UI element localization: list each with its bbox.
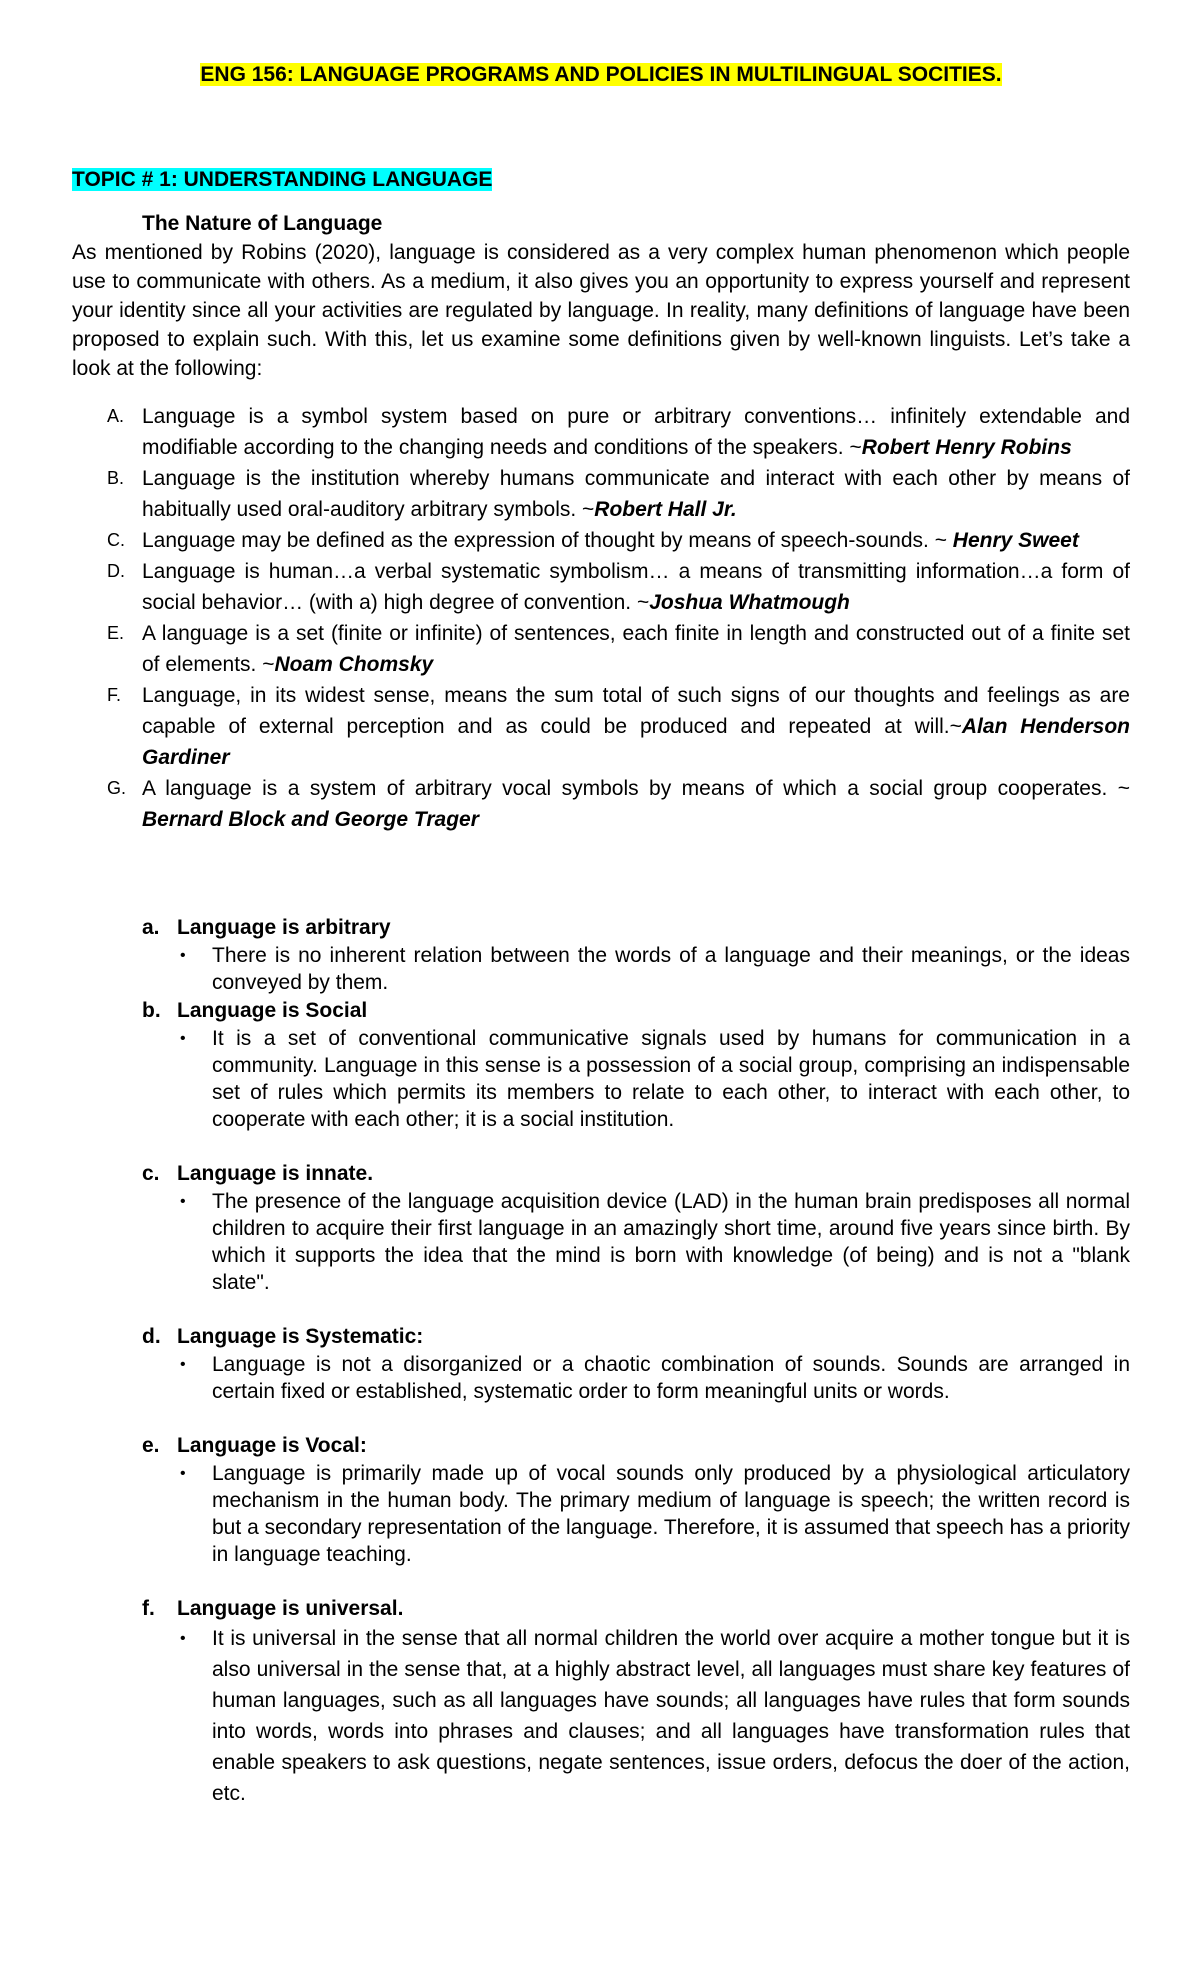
characteristic-letter: e. [142,1434,160,1457]
intro-paragraph: As mentioned by Robins (2020), language is considered as a very complex human phenomenon which people use to communicate with others. As a medium, it also gives you an opportunity to express yourself and represent your identity since all your activities are regulated by language. In reality, many definitions of language have been proposed to explain such. With this, let us examine some definitions given by well-known linguists. Let’s take a look at the following: [72,241,1130,380]
definitions-list [72,401,1130,835]
characteristic-bullet [72,1188,1130,1296]
definition-item [72,680,1130,773]
spacer [72,1296,1130,1322]
definition-text: Language is the institution whereby humans communicate and interact with each other by means of habitually used oral-auditory arbitrary symbols. ~ [142,467,1130,521]
characteristic-item [72,1594,1130,1809]
spacer [72,1133,1130,1159]
characteristic-title: Language is Vocal: [177,1434,367,1457]
definition-text: Language, in its widest sense, means the sum total of such signs of our thoughts and feelings as are capable of external perception and as could be produced and repeated at will.~ [142,684,1130,738]
definition-item [72,463,1130,525]
definition-author: Henry Sweet [952,529,1079,552]
characteristic-text: It is universal in the sense that all normal children the world over acquire a mother tongue but it is also universal in the sense that, at a highly abstract level, all languages must share key features of human languages, such as all languages have sounds; all languages have rules that form sounds into words, words into phrases and clauses; and all languages have transformation rules that enable speakers to ask questions, negate sentences, issue orders, defocus the doer of the action, etc. [212,1627,1130,1805]
characteristic-item [72,913,1130,996]
definition-text: Language is a symbol system based on pure or arbitrary conventions… infinitely extendable and modifiable according to the changing needs and conditions of the speakers. ~ [142,405,1130,459]
bullet-icon: • [180,1030,186,1047]
characteristic-heading [72,996,1130,1025]
definition-letter: F. [107,685,122,705]
characteristic-heading [72,1159,1130,1188]
definition-item [72,401,1130,463]
characteristic-title: Language is arbitrary [177,916,391,939]
characteristic-letter: d. [142,1325,161,1348]
definition-item [72,618,1130,680]
characteristic-letter: c. [142,1162,160,1185]
characteristic-heading [72,1594,1130,1623]
course-title-text: ENG 156: LANGUAGE PROGRAMS AND POLICIES IN MULTILINGUAL SOCITIES. [200,63,1002,86]
section-heading: The Nature of Language [142,212,383,235]
characteristic-heading [72,1431,1130,1460]
course-title [72,60,1130,90]
definition-letter: G. [107,778,127,798]
definition-author: Robert Henry Robins [861,436,1072,459]
definition-text: A language is a set (finite or infinite) of sentences, each finite in length and constructed out of a finite set of elements. ~ [142,622,1130,676]
characteristic-heading [72,1322,1130,1351]
document-page [72,60,1130,1809]
definition-author: Alan Henderson Gardiner [142,715,1130,769]
characteristic-text: The presence of the language acquisition device (LAD) in the human brain predisposes all normal children to acquire their first language in an amazingly short time, around five years since birth. By which it supports the idea that the mind is born with knowledge (of being) and is not a "blank slate". [212,1190,1130,1294]
definition-letter: B. [107,468,125,488]
spacer [72,1568,1130,1594]
characteristic-text: There is no inherent relation between the words of a language and their meanings, or the ideas conveyed by them. [212,944,1130,994]
definition-item [72,525,1130,556]
definition-text: Language may be defined as the expression of thought by means of speech-sounds. ~ [142,529,953,552]
characteristic-text: Language is primarily made up of vocal sounds only produced by a physiological articulatory mechanism in the human body. The primary medium of language is speech; the written record is but a secondary representation of the language. Therefore, it is assumed that speech has a priority in language teaching. [212,1462,1130,1566]
definition-author: Noam Chomsky [274,653,434,676]
characteristic-bullet [72,1351,1130,1405]
definition-text: A language is a system of arbitrary vocal symbols by means of which a social group cooperates. ~ [142,777,1130,800]
topic-title-text: TOPIC # 1: UNDERSTANDING LANGUAGE [72,168,493,191]
bullet-icon: • [180,1193,186,1210]
characteristic-bullet [72,1025,1130,1133]
definition-text: Language is human…a verbal systematic symbolism… a means of transmitting information…a form of social behavior… (with a) high degree of convention. ~ [142,560,1130,614]
characteristic-letter: a. [142,916,160,939]
bullet-icon: • [180,1465,186,1482]
spacer [72,1405,1130,1431]
definition-author: Robert Hall Jr. [594,498,737,521]
definition-letter: E. [107,623,125,643]
characteristic-item [72,1159,1130,1296]
characteristic-bullet [72,1460,1130,1568]
characteristic-item [72,1431,1130,1568]
characteristic-title: Language is innate. [177,1162,374,1185]
characteristic-text: Language is not a disorganized or a chaotic combination of sounds. Sounds are arranged in certain fixed or established, systematic order to form meaningful units or words. [212,1353,1130,1403]
characteristic-heading [72,913,1130,942]
bullet-icon: • [180,1356,186,1373]
characteristic-item [72,996,1130,1133]
bullet-icon: • [180,947,186,964]
definition-author: Joshua Whatmough [649,591,850,614]
characteristics-list [72,913,1130,1809]
characteristic-letter: b. [142,999,161,1022]
definition-letter: A. [107,406,125,426]
characteristic-bullet [72,942,1130,996]
characteristic-item [72,1322,1130,1405]
definition-letter: D. [107,561,125,581]
characteristic-title: Language is Systematic: [177,1325,424,1348]
definition-item [72,556,1130,618]
characteristic-letter: f. [142,1597,155,1620]
characteristic-title: Language is Social [177,999,368,1022]
definition-letter: C. [107,530,125,550]
characteristic-text: It is a set of conventional communicative signals used by humans for communication in a community. Language in this sense is a possession of a social group, comprising an indispensable set of rules which permits its members to relate to each other, to interact with each other, to cooperate with each other; it is a social institution. [212,1027,1130,1131]
definition-item [72,773,1130,835]
definition-author: Bernard Block and George Trager [142,808,479,831]
characteristic-title: Language is universal. [177,1597,404,1620]
characteristic-bullet [72,1623,1130,1809]
bullet-icon: • [180,1630,186,1647]
topic-title [72,166,1130,194]
